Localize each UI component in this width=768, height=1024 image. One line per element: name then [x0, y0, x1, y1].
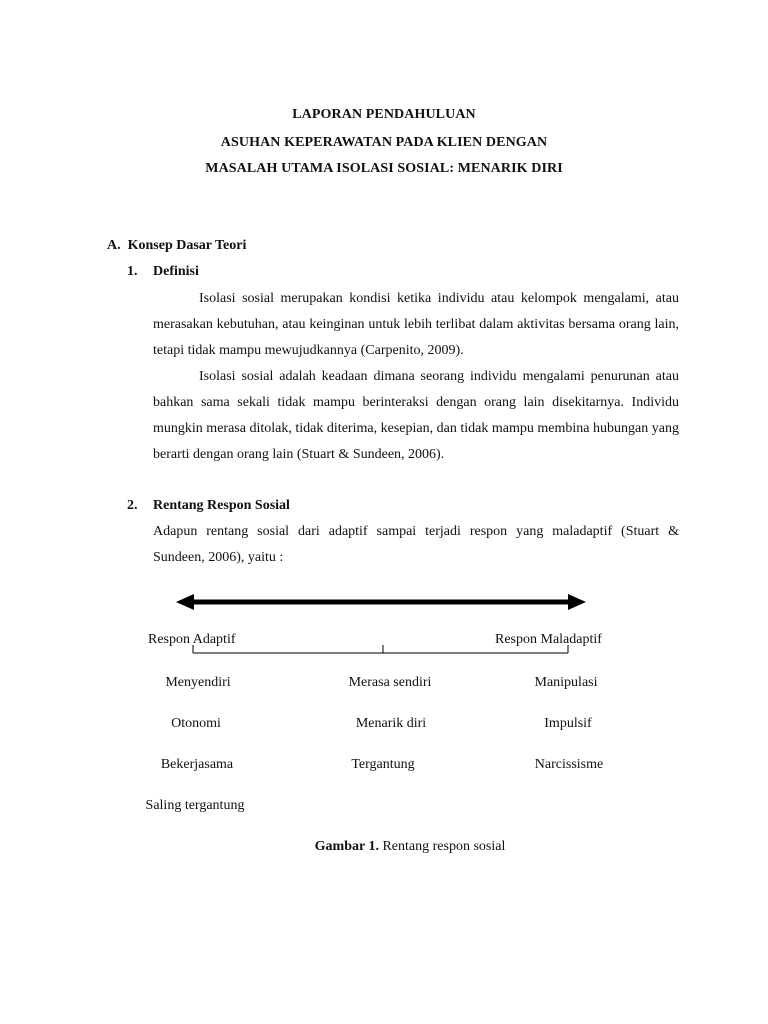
maladaptive-item: Narcissisme: [534, 757, 604, 772]
adaptive-item: Bekerjasama: [160, 757, 234, 772]
double-arrow: [176, 594, 586, 610]
middle-item: Tergantung: [351, 757, 415, 772]
respon-maladaptif-label: Respon Maladaptif: [495, 632, 602, 647]
adaptive-item: Saling tergantung: [145, 798, 245, 813]
section-a-heading: A. Konsep Dasar Teori: [107, 238, 247, 253]
document-title-line-3: MASALAH UTAMA ISOLASI SOSIAL: MENARIK DIRI: [205, 161, 563, 176]
figure-caption-label: Gambar 1.: [314, 839, 379, 854]
definition-paragraph-2-text: Isolasi sosial adalah keadaan dimana seorang individu mengalami penurunan atau bahkan sama sekali tidak mampu berinteraksi dengan orang lain disekitarnya. Individu mungkin merasa ditolak, tidak diterima, kesepian, dan tidak mampu membina hubungan yang berarti dengan orang lain (Stuart & Sundeen, 2006).: [153, 369, 679, 462]
definition-paragraph-2: [153, 364, 679, 468]
middle-item: Merasa sendiri: [348, 675, 432, 690]
figure-caption: [0, 839, 768, 855]
rentang-intro-line-1: Adapun rentang sosial dari adaptif sampai terjadi respon yang maladaptif (Stuart &: [153, 524, 679, 539]
adaptive-item: Menyendiri: [165, 675, 231, 690]
figure-caption-text: Rentang respon sosial: [378, 839, 506, 854]
middle-item: Menarik diri: [355, 716, 427, 731]
respon-adaptif-label: Respon Adaptif: [148, 632, 236, 647]
document-title-line-2: ASUHAN KEPERAWATAN PADA KLIEN DENGAN: [220, 135, 548, 150]
maladaptive-item: Impulsif: [544, 716, 592, 731]
definition-paragraph-1: [153, 286, 679, 364]
subsection-2-title: Rentang Respon Sosial: [153, 498, 290, 513]
subsection-1-title: Definisi: [153, 264, 199, 279]
subsection-2-number: 2.: [127, 498, 138, 513]
subsection-1-number: 1.: [127, 264, 138, 279]
double-arrow-right-head: [568, 594, 586, 610]
rentang-intro-line-2: Sundeen, 2006), yaitu :: [153, 550, 284, 565]
document-title-line-1: LAPORAN PENDAHULUAN: [292, 107, 476, 122]
response-range-diagram: [0, 590, 768, 660]
definition-paragraph-1-text: Isolasi sosial merupakan kondisi ketika individu atau kelompok mengalami, atau merasakan kebutuhan, atau keinginan untuk lebih terlibat dalam aktivitas bersama orang lain, tetapi tidak mampu mewujudkannya (Carpenito, 2009).: [153, 291, 679, 358]
adaptive-item: Otonomi: [171, 716, 221, 731]
maladaptive-item: Manipulasi: [534, 675, 598, 690]
double-arrow-left-head: [176, 594, 194, 610]
